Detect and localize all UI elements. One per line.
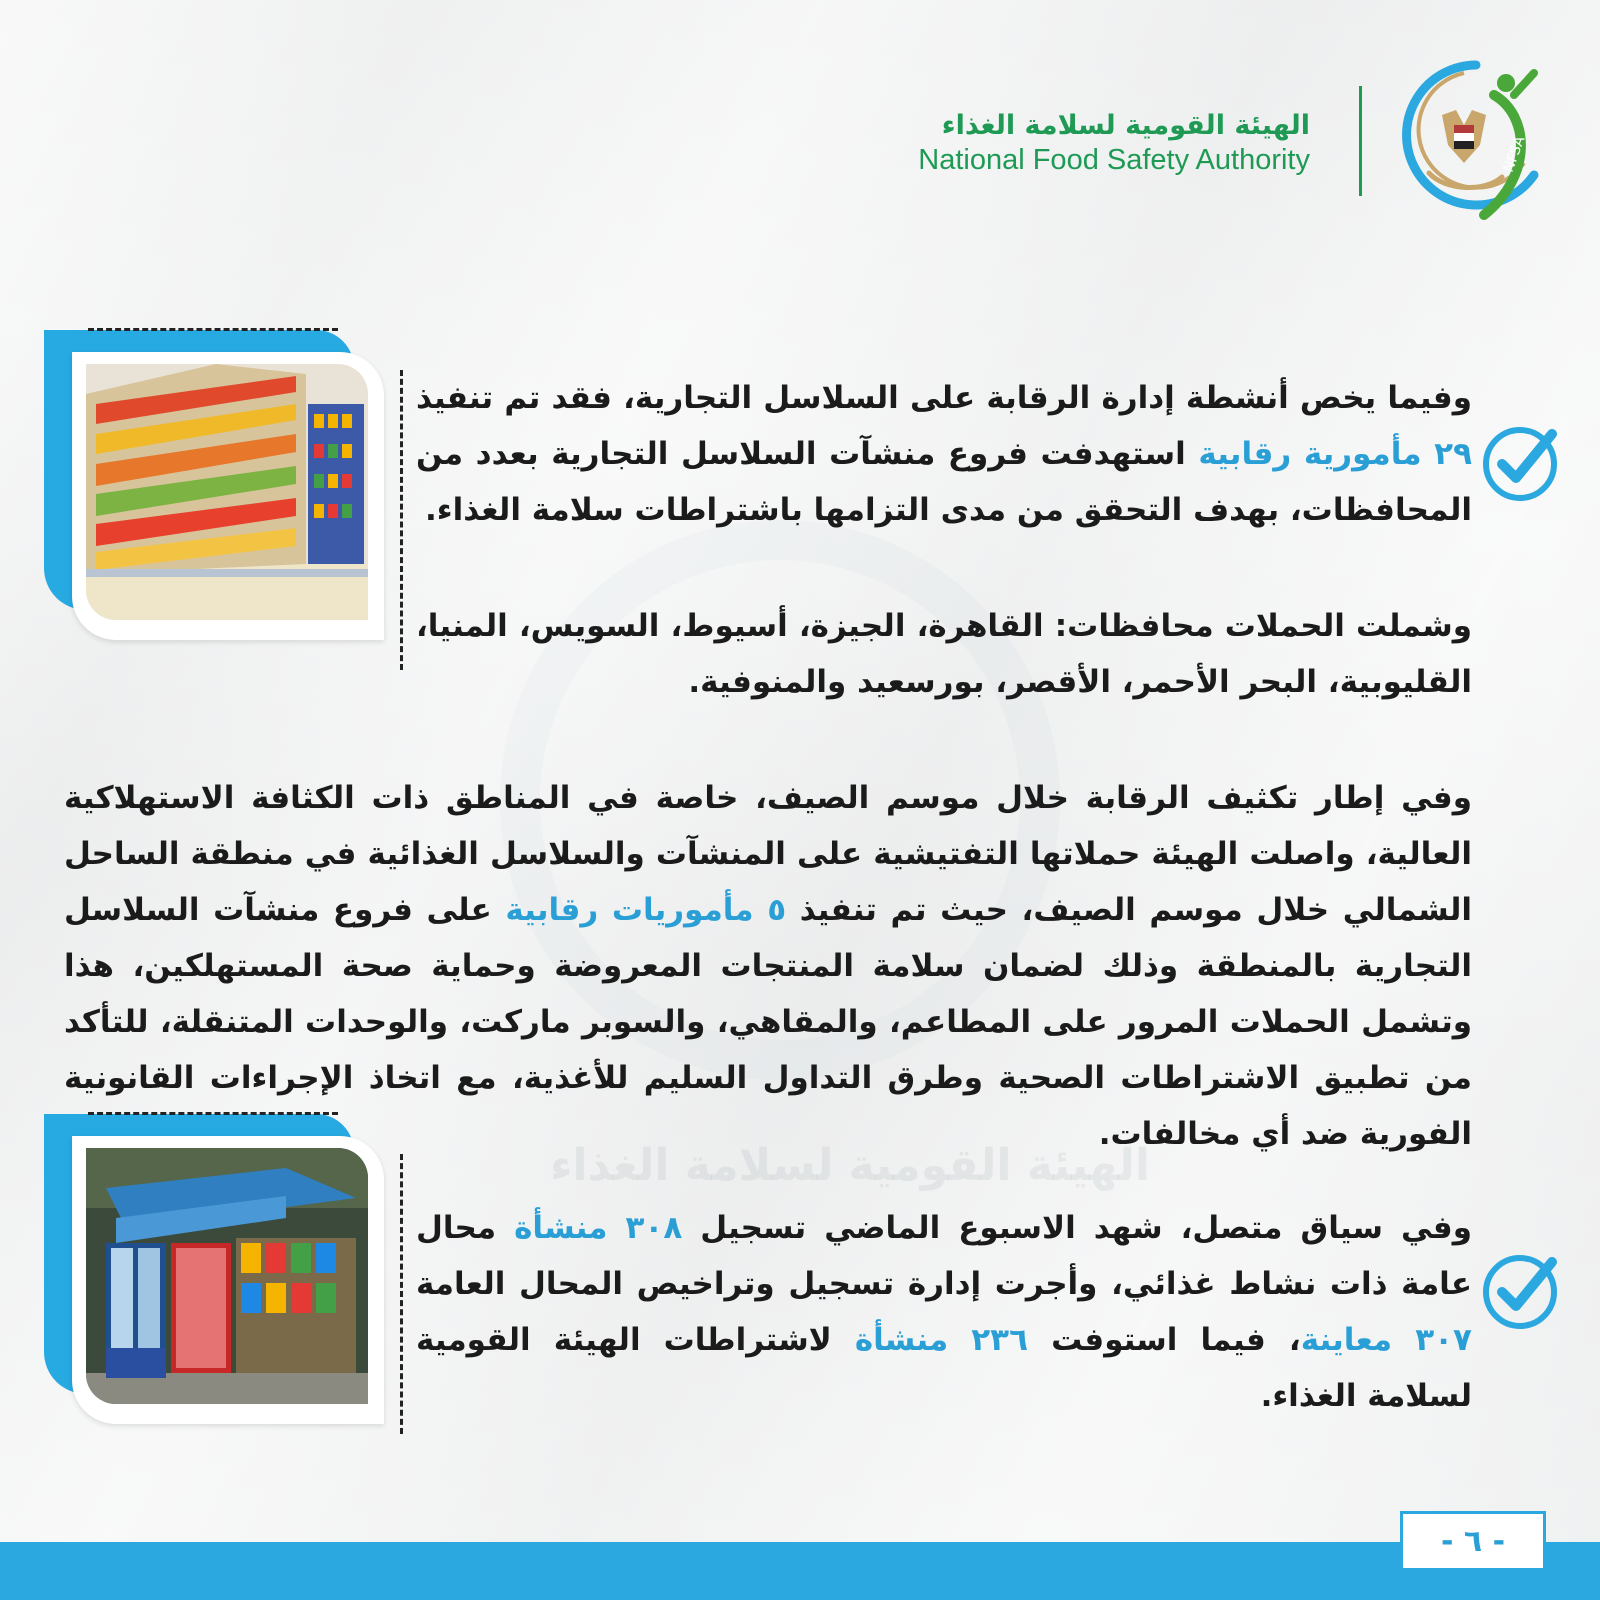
text-segment: وفي سياق متصل، شهد الاسبوع الماضي تسجيل [682, 1210, 1472, 1246]
highlight-compliant: ٢٣٦ منشأة [854, 1322, 1029, 1358]
text-segment: وفي إطار تكثيف الرقابة خلال موسم الصيف، خاصة في المناطق ذات الكثافة الاستهلاكية العالية، واصلت الهيئة حملاتها التفتيشية على المنشآت والسلاسل الغذائية في منطقة الساحل الشمالي خلال موسم الصيف، حيث تم تنفيذ [64, 780, 1472, 928]
text-segment: استهدفت فروع منشآت السلاسل التجارية بعدد من المحافظات، بهدف التحقق من مدى التزامها باشتراطات سلامة الغذاء. [416, 436, 1472, 528]
org-name-arabic: الهيئة القومية لسلامة الغذاء [941, 110, 1310, 141]
text-segment: وفيما يخص أنشطة إدارة الرقابة على السلاسل التجارية، فقد تم تنفيذ [416, 380, 1472, 416]
dashed-line-side [400, 370, 403, 670]
highlight-registered: ٣٠٨ منشأة [514, 1210, 683, 1246]
text-segment: على فروع منشآت السلاسل التجارية بالمنطقة وذلك لضمان سلامة المنتجات المعروضة وحماية صحة المستهلكين، هذا وتشمل الحملات المرور على المطاعم، والمقاهي، والسوبر ماركت، والوحدات المتنقلة، للتأكد من تطبيق الاشتراطات الصحية وطرق التداول السليم للأغذية، مع اتخاذ الإجراءات القانونية الفورية ضد أي مخالفات. [64, 892, 1472, 1152]
nfsa-logo-icon [1384, 55, 1564, 225]
paragraph-summer-campaigns [64, 770, 1472, 1162]
page-number: - ٦ - [1400, 1511, 1546, 1571]
watermark-org-name: الهيئة القومية لسلامة الغذاء [549, 1140, 1150, 1191]
text-segment: لاشتراطات الهيئة القومية لسلامة الغذاء. [416, 1322, 1472, 1414]
check-circle-icon [1480, 422, 1560, 502]
paragraph-chain-inspections [416, 370, 1472, 538]
dashed-line-side [400, 1154, 403, 1434]
paragraph-registrations [416, 1200, 1472, 1424]
photo-frame-supermarket [44, 330, 384, 640]
footer-bar [0, 1542, 1600, 1600]
text-segment: وشملت الحملات محافظات: القاهرة، الجيزة، أسيوط، السويس، المنيا، القليوبية، البحر الأحمر، الأقصر، بورسعيد والمنوفية. [416, 608, 1472, 700]
paragraph-governorates [416, 598, 1472, 710]
store-photo [86, 1148, 368, 1404]
highlight-inspections: ٣٠٧ معاينة [1300, 1322, 1472, 1358]
emblem-text: NFSA [1500, 134, 1529, 175]
text-segment: محال عامة ذات نشاط غذائي، وأجرت إدارة تسجيل وتراخيص المحال العامة [416, 1210, 1472, 1302]
dashed-line [88, 328, 338, 331]
highlight-missions: مأمورية رقابية [1198, 436, 1435, 472]
highlight-missions: ٥ مأموريات رقابية [505, 892, 787, 928]
org-name-english: National Food Safety Authority [918, 144, 1310, 176]
text-segment: ، فيما استوفت [1028, 1322, 1301, 1358]
check-circle-icon [1480, 1250, 1560, 1330]
logo-divider [1359, 86, 1362, 196]
supermarket-photo [86, 364, 368, 620]
highlight-number: ٢٩ [1434, 436, 1472, 472]
